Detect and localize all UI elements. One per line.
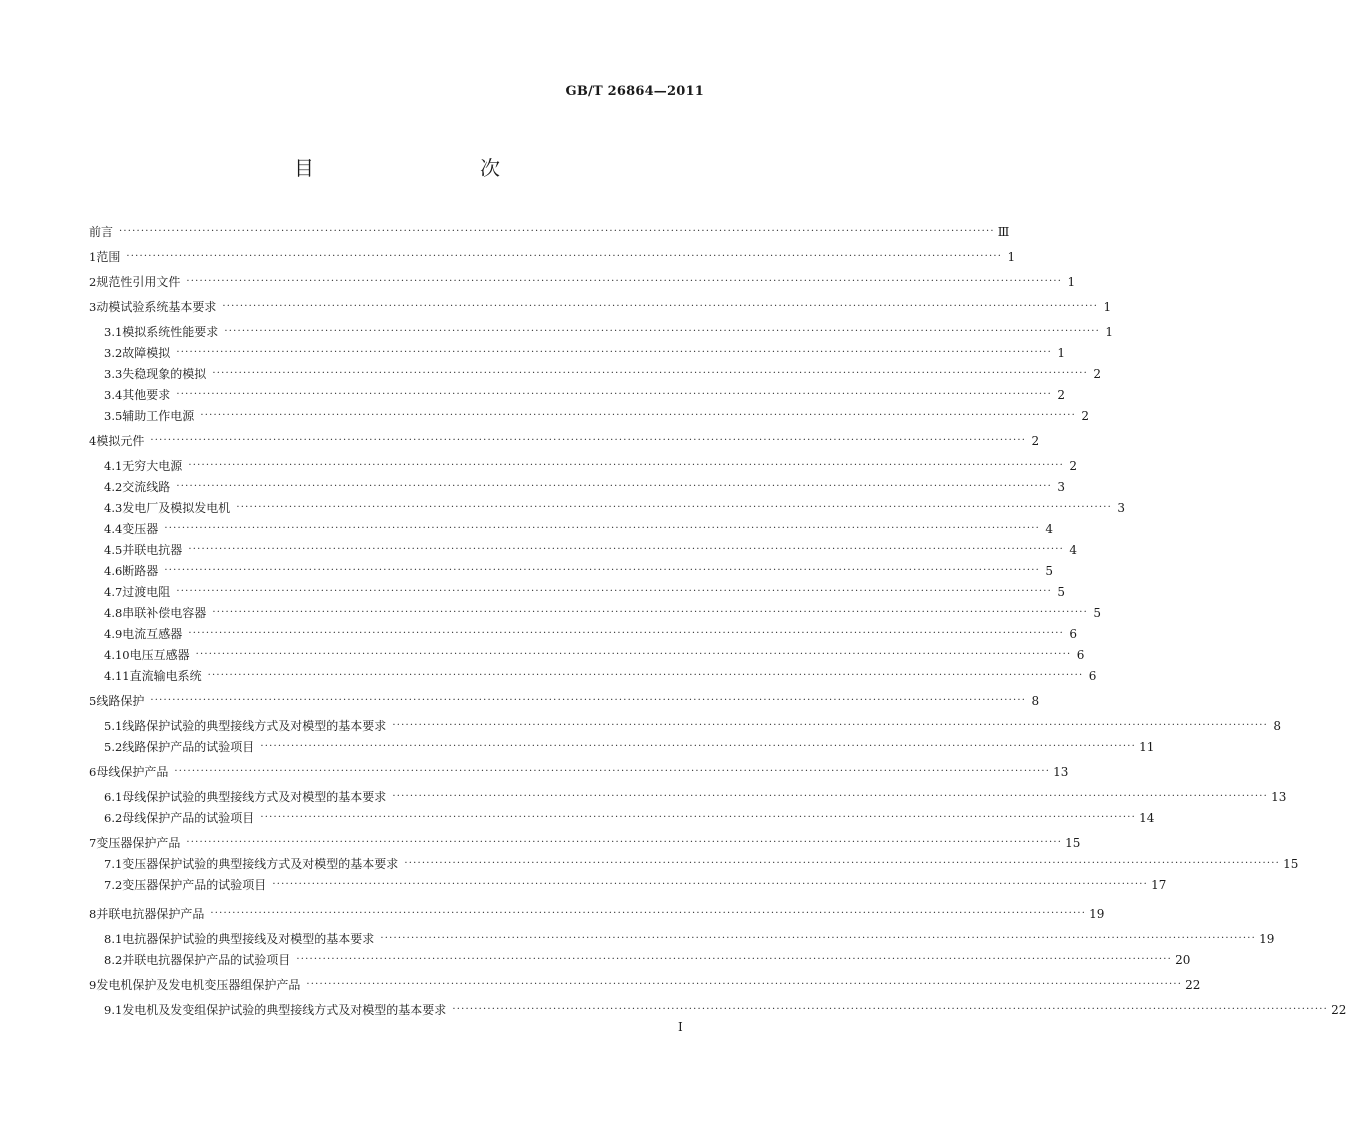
toc-leader-dots: ········································································································································································································ [222,301,1099,312]
toc-entry-number: 3 [89,300,97,314]
toc-entry[interactable] [104,853,1299,872]
toc-entry-number: 5.1 [104,719,123,733]
toc-leader-dots: ········································································································································································································ [150,435,1027,446]
toc-entry-title: 辅助工作电源 [122,409,195,423]
toc-entry-number: 7.2 [104,878,123,892]
toc-entry[interactable] [104,928,1275,947]
toc-entry-title: 变压器保护试验的典型接线方式及对模型的基本要求 [122,857,399,871]
toc-leader-dots: ········································································································································································································ [380,933,1257,944]
toc-entry[interactable] [104,455,1078,474]
toc-entry-title: 电压互感器 [129,648,190,662]
toc-entry-title: 规范性引用文件 [96,275,181,289]
toc-entry-page: 17 [1151,878,1167,892]
toc-entry-page: 2 [1093,367,1102,381]
toc-entry-page: 1 [1067,275,1076,289]
toc-entry-page: Ⅲ [997,225,1010,239]
toc-entry-page: 3 [1117,501,1126,515]
toc-entry[interactable] [89,761,1069,780]
toc-entry-number: 8 [89,907,97,921]
toc-leader-dots: ········································································································································································································ [150,695,1027,706]
toc-leader-dots: ········································································································································································································ [260,741,1137,752]
toc-leader-dots: ········································································································································································································ [186,276,1063,287]
toc-entry-title: 直流输电系统 [129,669,202,683]
toc-leader-dots: ········································································································································································································ [212,607,1089,618]
toc-leader-dots: ········································································································································································································ [207,670,1084,681]
toc-entry-title: 范围 [96,250,121,264]
toc-leader-dots: ········································································································································································································ [272,879,1149,890]
toc-entry[interactable] [89,832,1081,851]
toc-entry-title: 母线保护产品的试验项目 [122,811,255,825]
toc-entry[interactable] [104,736,1155,755]
toc-entry-number: 4.3 [104,501,123,515]
toc-leader-dots: ········································································································································································································ [224,326,1101,337]
toc-entry-page: 19 [1259,932,1275,946]
toc-entry-page: 19 [1089,907,1105,921]
toc-entry[interactable] [104,497,1126,516]
toc-entry-number: 4.7 [104,585,123,599]
toc-entry-number: 6 [89,765,97,779]
toc-entry-title: 电流互感器 [122,627,183,641]
toc-leader-dots: ········································································································································································································ [188,628,1065,639]
toc-leader-dots: ········································································································································································································ [174,766,1051,777]
toc-entry-page: 13 [1053,765,1069,779]
toc-entry-page: 20 [1175,953,1191,967]
toc-entry-page: 8 [1273,719,1282,733]
toc-entry-title: 断路器 [122,564,159,578]
toc-entry-title: 串联补偿电容器 [122,606,207,620]
toc-entry-number: 4.5 [104,543,123,557]
toc-entry-title: 电抗器保护试验的典型接线及对模型的基本要求 [122,932,375,946]
toc-entry-number: 4.6 [104,564,123,578]
toc-leader-dots: ········································································································································································································ [404,858,1281,869]
toc-entry-number: 1 [89,250,97,264]
toc-entry-title: 线路保护 [96,694,145,708]
toc-leader-dots: ········································································································································································································ [392,720,1269,731]
toc-leader-dots: ········································································································································································································ [296,954,1173,965]
toc-entry-title: 动模试验系统基本要求 [96,300,217,314]
toc-entry[interactable] [104,476,1066,495]
toc-entry-number: 3.2 [104,346,123,360]
toc-leader-dots: ········································································································································································································ [176,481,1053,492]
toc-entry[interactable] [104,602,1102,621]
toc-leader-dots: ········································································································································································································ [200,410,1077,421]
toc-entry-title: 母线保护试验的典型接线方式及对模型的基本要求 [122,790,387,804]
toc-entry[interactable] [89,974,1201,993]
toc-entry-number: 7 [89,836,97,850]
toc-entry-page: 2 [1057,388,1066,402]
toc-entry-title: 线路保护试验的典型接线方式及对模型的基本要求 [122,719,387,733]
toc-leader-dots: ········································································································································································································ [126,251,1003,262]
toc-entry[interactable] [104,384,1066,403]
toc-entry-page: 22 [1331,1003,1346,1017]
toc-entry-page: 1 [1057,346,1066,360]
toc-entry[interactable] [104,665,1097,684]
toc-entry[interactable] [104,321,1114,340]
toc-entry-number: 8.2 [104,953,123,967]
toc-entry-title: 交流线路 [122,480,171,494]
toc-entry[interactable] [104,405,1090,424]
toc-entry-number: 4.11 [104,669,130,683]
toc-entry-page: 15 [1065,836,1081,850]
toc-entry-number: 9 [89,978,97,992]
toc-entry-title: 模拟系统性能要求 [122,325,219,339]
toc-entry[interactable] [104,342,1066,361]
toc-entry-title: 发电厂及模拟发电机 [122,501,231,515]
toc-entry-title: 变压器保护产品 [96,836,181,850]
toc-entry-number: 9.1 [104,1003,123,1017]
toc-entry[interactable] [89,221,1010,240]
toc-entry-title: 模拟元件 [96,434,145,448]
toc-leader-dots: ········································································································································································································ [176,347,1053,358]
toc-leader-dots: ········································································································································································································ [392,791,1269,802]
toc-entry-title: 前言 [89,225,114,239]
toc-entry[interactable] [89,296,1112,315]
toc-entry-page: 1 [1103,300,1112,314]
toc-entry-number: 4 [89,434,97,448]
toc-entry-page: 1 [1007,250,1016,264]
toc-entry-title: 发电机及发变组保护试验的典型接线方式及对模型的基本要求 [122,1003,447,1017]
toc-entry-page: 15 [1283,857,1299,871]
toc-entry-page: 5 [1057,585,1066,599]
toc-leader-dots: ········································································································································································································ [236,502,1113,513]
toc-entry-number: 2 [89,275,97,289]
toc-entry-number: 3.3 [104,367,123,381]
toc-entry-number: 3.4 [104,388,123,402]
toc-entry-number: 4.1 [104,459,123,473]
toc-entry-page: 4 [1045,522,1054,536]
toc-entry-page: 13 [1271,790,1287,804]
toc-entry-page: 6 [1069,627,1078,641]
toc-leader-dots: ········································································································································································································ [164,523,1041,534]
toc-entry[interactable] [104,644,1085,663]
toc-entry-number: 4.9 [104,627,123,641]
toc-leader-dots: ········································································································································································································ [452,1004,1329,1015]
toc-leader-dots: ········································································································································································································ [188,544,1065,555]
toc-entry-number: 3.5 [104,409,123,423]
toc-entry-number: 6.2 [104,811,123,825]
toc-entry-page: 11 [1139,740,1155,754]
toc-entry-page: 3 [1057,480,1066,494]
toc-entry-page: 22 [1185,978,1201,992]
page-title: 目 次 [294,156,542,180]
toc-entry-number: 6.1 [104,790,123,804]
toc-leader-dots: ········································································································································································································ [306,979,1183,990]
toc-entry-number: 5 [89,694,97,708]
toc-entry-title: 发电机保护及发电机变压器组保护产品 [96,978,301,992]
toc-entry-title: 线路保护产品的试验项目 [122,740,255,754]
toc-entry-title: 变压器保护产品的试验项目 [122,878,267,892]
toc-leader-dots: ········································································································································································································ [210,908,1087,919]
toc-entry[interactable] [89,903,1105,922]
toc-entry[interactable] [104,518,1054,537]
toc-entry-page: 2 [1081,409,1090,423]
toc-entry[interactable] [89,690,1040,709]
toc-entry[interactable] [104,715,1282,734]
toc-entry[interactable] [104,539,1078,558]
toc-entry-number: 8.1 [104,932,123,946]
toc-entry-page: 14 [1139,811,1155,825]
toc-entry-title: 故障模拟 [122,346,171,360]
toc-entry-page: 5 [1093,606,1102,620]
standard-code: GB/T 26864—2011 [565,84,704,99]
toc-entry-page: 6 [1076,648,1085,662]
toc-leader-dots: ········································································································································································································ [176,586,1053,597]
toc-entry-number: 7.1 [104,857,123,871]
toc-entry-page: 4 [1069,543,1078,557]
toc-entry[interactable] [104,949,1191,968]
toc-entry-title: 失稳现象的模拟 [122,367,207,381]
toc-entry-title: 并联电抗器保护产品的试验项目 [122,953,291,967]
toc-entry-title: 并联电抗器保护产品 [96,907,205,921]
toc-entry[interactable] [89,246,1016,265]
toc-entry[interactable] [104,623,1078,642]
toc-entry[interactable] [89,271,1076,290]
toc-entry-number: 4.10 [104,648,130,662]
toc-entry[interactable] [104,560,1054,579]
toc-entry-page: 8 [1031,694,1040,708]
toc-entry[interactable] [104,874,1167,893]
toc-entry[interactable] [104,999,1346,1018]
toc-leader-dots: ········································································································································································································ [119,226,995,237]
toc-leader-dots: ········································································································································································································ [212,368,1089,379]
toc-entry-page: 5 [1045,564,1054,578]
page-number: I [678,1020,683,1034]
toc-entry-title: 并联电抗器 [122,543,183,557]
toc-entry-title: 过渡电阻 [122,585,171,599]
toc-entry[interactable] [89,430,1040,449]
toc-leader-dots: ········································································································································································································ [164,565,1041,576]
toc-entry-page: 6 [1088,669,1097,683]
toc-leader-dots: ········································································································································································································ [176,389,1053,400]
toc-entry[interactable] [104,786,1287,805]
toc-entry-title: 其他要求 [122,388,171,402]
toc-entry-title: 母线保护产品 [96,765,169,779]
toc-leader-dots: ········································································································································································································ [186,837,1063,848]
toc-entry-number: 4.2 [104,480,123,494]
toc-entry[interactable] [104,807,1155,826]
toc-entry-title: 无穷大电源 [122,459,183,473]
toc-entry-number: 4.8 [104,606,123,620]
toc-entry-number: 3.1 [104,325,123,339]
toc-leader-dots: ········································································································································································································ [260,812,1137,823]
toc-entry-number: 5.2 [104,740,123,754]
toc-entry-page: 2 [1069,459,1078,473]
toc-entry-page: 2 [1031,434,1040,448]
toc-entry-page: 1 [1105,325,1114,339]
toc-entry-title: 变压器 [122,522,159,536]
toc-entry-number: 4.4 [104,522,123,536]
toc-leader-dots: ········································································································································································································ [188,460,1065,471]
toc-entry[interactable] [104,363,1102,382]
toc-entry[interactable] [104,581,1066,600]
toc-leader-dots: ········································································································································································································ [195,649,1072,660]
